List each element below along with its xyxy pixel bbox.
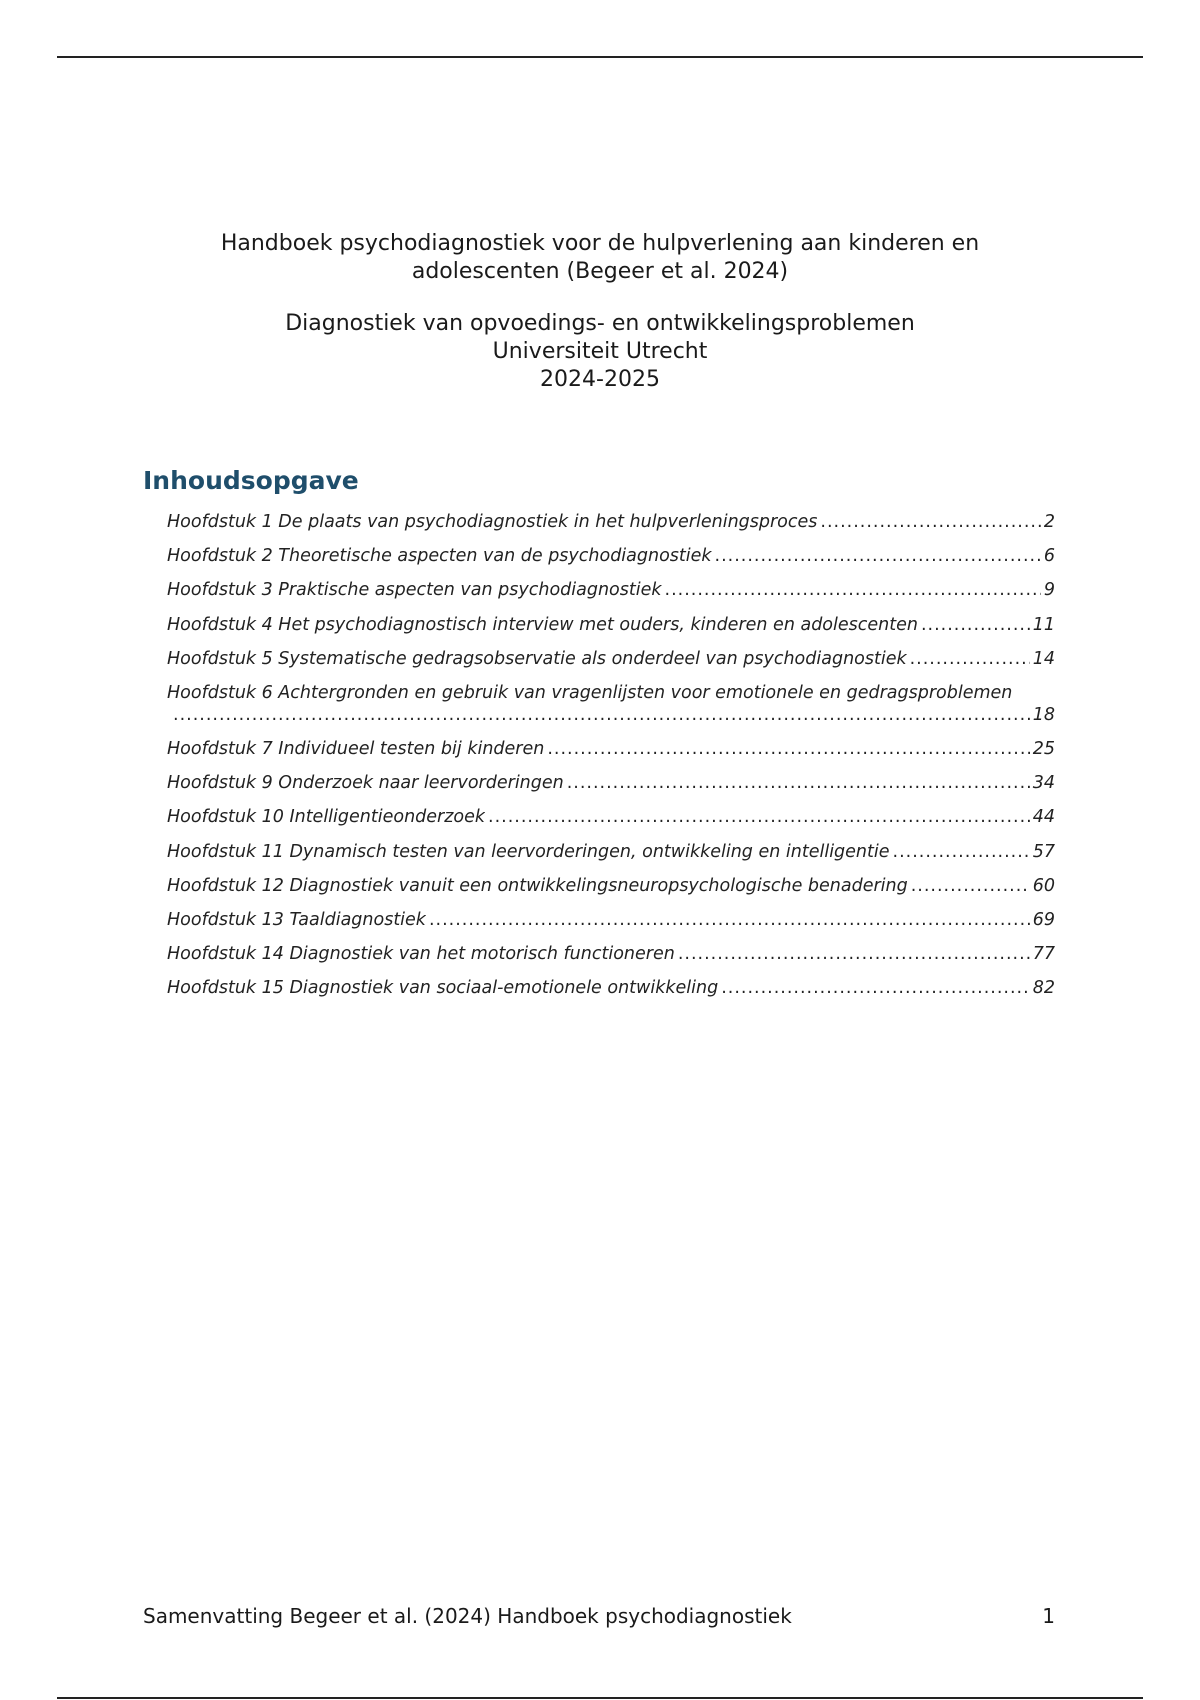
table-of-contents xyxy=(167,512,1055,1012)
header-rule xyxy=(57,56,1143,58)
toc-entry-page: 9 xyxy=(1043,580,1055,601)
toc-leader xyxy=(547,739,1029,759)
toc-entry-title: Hoofdstuk 14 Diagnostiek van het motorisch functioneren xyxy=(167,944,675,965)
toc-leader xyxy=(567,773,1030,793)
toc-entry-page: 14 xyxy=(1032,648,1055,669)
toc-leader xyxy=(820,512,1040,532)
toc-leader xyxy=(488,807,1030,827)
academic-year: 2024-2025 xyxy=(540,367,660,392)
toc-entry[interactable] xyxy=(167,910,1055,944)
toc-entry-page: 34 xyxy=(1032,773,1055,794)
toc-entry-title: Hoofdstuk 7 Individueel testen bij kinderen xyxy=(167,738,545,759)
toc-leader xyxy=(429,910,1030,930)
title-line-1: Handboek psychodiagnostiek voor de hulpverlening aan kinderen en xyxy=(220,231,980,256)
toc-entry-title: Hoofdstuk 2 Theoretische aspecten van de psychodiagnostiek xyxy=(167,546,712,567)
footer-text: Samenvatting Begeer et al. (2024) Handboek psychodiagnostiek xyxy=(143,1604,792,1628)
toc-entry-page: 57 xyxy=(1032,841,1055,862)
toc-entry-page: 77 xyxy=(1032,944,1055,965)
toc-entry[interactable] xyxy=(167,773,1055,807)
toc-entry[interactable] xyxy=(167,978,1055,1012)
toc-leader xyxy=(911,876,1030,896)
toc-entry-page: 44 xyxy=(1032,807,1055,828)
toc-entry-title: Hoofdstuk 10 Intelligentieonderzoek xyxy=(167,807,486,828)
toc-entry[interactable] xyxy=(167,649,1055,683)
toc-entry[interactable] xyxy=(167,683,1055,739)
toc-leader xyxy=(715,546,1041,566)
toc-leader xyxy=(910,649,1030,669)
toc-entry-page: 25 xyxy=(1032,738,1055,759)
toc-entry[interactable] xyxy=(167,876,1055,910)
toc-leader xyxy=(665,580,1041,600)
toc-leader xyxy=(721,978,1030,998)
toc-leader xyxy=(893,842,1030,862)
toc-entry-title: Hoofdstuk 5 Systematische gedragsobservatie als onderdeel van psychodiagnostiek xyxy=(167,648,907,669)
toc-entry-title: Hoofdstuk 15 Diagnostiek van sociaal-emotionele ontwikkeling xyxy=(167,978,719,999)
footer-rule xyxy=(57,1697,1143,1699)
toc-entry-title: Hoofdstuk 13 Taaldiagnostiek xyxy=(167,909,426,930)
toc-entry-title: Hoofdstuk 11 Dynamisch testen van leervorderingen, ontwikkeling en intelligentie xyxy=(167,841,890,862)
toc-entry-page: 2 xyxy=(1043,512,1055,532)
toc-entry[interactable] xyxy=(167,739,1055,773)
toc-leader xyxy=(921,615,1030,635)
toc-entry[interactable] xyxy=(167,546,1055,580)
toc-entry[interactable] xyxy=(167,842,1055,876)
toc-entry-page: 6 xyxy=(1043,546,1055,567)
toc-entry-page: 18 xyxy=(1032,704,1055,725)
toc-entry[interactable] xyxy=(167,615,1055,649)
toc-heading: Inhoudsopgave xyxy=(143,466,359,495)
toc-entry-title: Hoofdstuk 6 Achtergronden en gebruik van vragenlijsten voor emotionele en gedragsproblemen xyxy=(167,682,1013,703)
toc-entry-title: Hoofdstuk 9 Onderzoek naar leervorderingen xyxy=(167,773,564,794)
toc-entry-page: 82 xyxy=(1032,978,1055,999)
toc-entry-title: Hoofdstuk 12 Diagnostiek vanuit een ontwikkelingsneuropsychologische benadering xyxy=(167,875,908,896)
toc-entry[interactable] xyxy=(167,944,1055,978)
course-name: Diagnostiek van opvoedings- en ontwikkelingsproblemen xyxy=(285,311,915,336)
title-block xyxy=(0,230,1200,394)
toc-entry[interactable] xyxy=(167,807,1055,841)
toc-entry-title: Hoofdstuk 1 De plaats van psychodiagnostiek in het hulpverleningsproces xyxy=(167,512,818,532)
toc-entry-page: 69 xyxy=(1032,909,1055,930)
toc-leader xyxy=(173,705,1030,725)
toc-entry[interactable] xyxy=(167,512,1055,546)
toc-entry[interactable] xyxy=(167,580,1055,614)
toc-leader xyxy=(678,944,1030,964)
title-line-2: adolescenten (Begeer et al. 2024) xyxy=(411,259,789,284)
page-footer xyxy=(143,1604,1055,1628)
toc-entry-page: 60 xyxy=(1032,875,1055,896)
toc-entry-title: Hoofdstuk 3 Praktische aspecten van psychodiagnostiek xyxy=(167,580,662,601)
page-number: 1 xyxy=(1042,1604,1055,1628)
university-name: Universiteit Utrecht xyxy=(492,339,708,364)
toc-entry-page: 11 xyxy=(1032,614,1055,635)
toc-entry-title: Hoofdstuk 4 Het psychodiagnostisch interview met ouders, kinderen en adolescenten xyxy=(167,614,918,635)
